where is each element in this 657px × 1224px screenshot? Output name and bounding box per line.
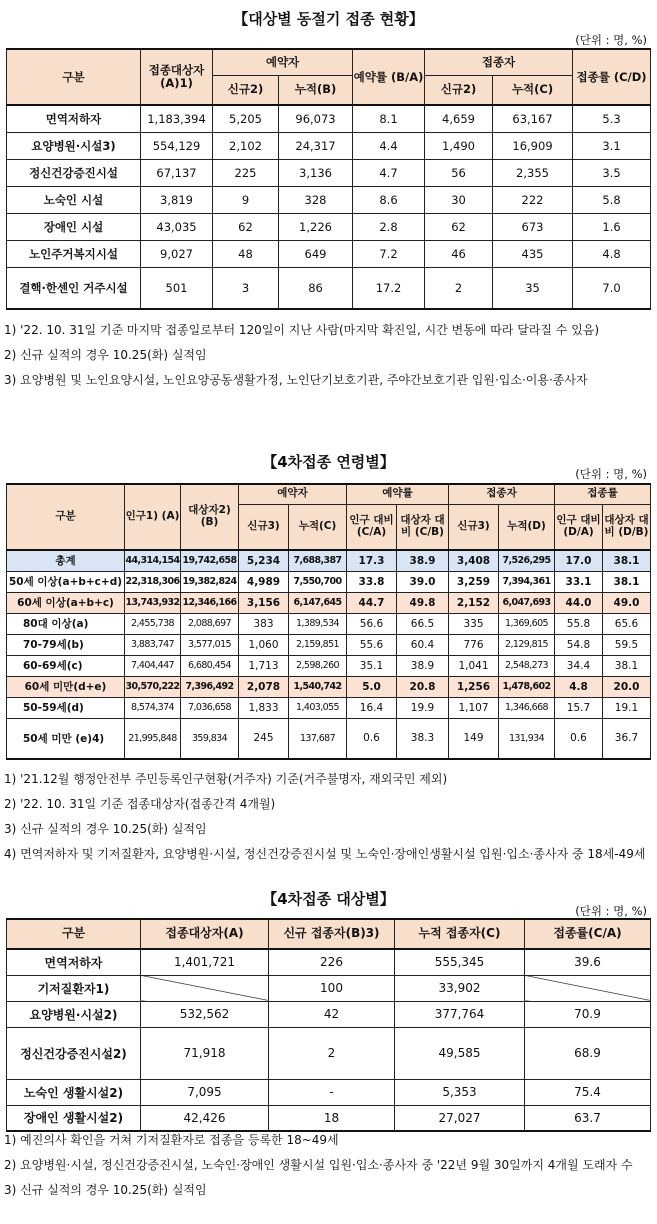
cell-target: 2,088,697 [181, 613, 239, 634]
cell-r: 7.2 [353, 240, 425, 267]
cell-n: 1,833 [239, 697, 289, 718]
t2-header-target: 대상자2) (B) [181, 484, 239, 550]
cell-n: 225 [213, 159, 279, 186]
cell-r1: 16.4 [347, 697, 397, 718]
table-row [7, 975, 651, 1001]
cell-r3: 0.6 [555, 718, 603, 759]
cell-r2: 66.5 [397, 613, 449, 634]
t2-note-2: 2) '22. 10. 31일 기준 접종대상자(접종간격 4개월) [4, 797, 276, 811]
cell-target: 359,834 [181, 718, 239, 759]
cell-a: 1,183,394 [141, 105, 213, 132]
table3 [6, 918, 651, 1132]
cell-n: 5,234 [239, 550, 289, 571]
table1-unit: (단위 : 명, %) [575, 33, 647, 47]
cell-d: 1,346,668 [499, 697, 555, 718]
cell-target: 42,426 [141, 1105, 269, 1131]
cell-n: 3,156 [239, 592, 289, 613]
cell-pop: 21,995,848 [125, 718, 181, 759]
t1-header-new: 신규2) [213, 75, 279, 105]
cell-r3: 4.8 [555, 676, 603, 697]
cell-target: 1,401,721 [141, 949, 269, 975]
cell-r1: 17.3 [347, 550, 397, 571]
cell-d: 6,047,693 [499, 592, 555, 613]
row-label: 면역저하자 [7, 105, 141, 132]
cell-r2: 5.3 [573, 105, 651, 132]
cell-n: 3 [213, 267, 279, 309]
cell-n2: 4,659 [425, 105, 493, 132]
cell-a: 554,129 [141, 132, 213, 159]
cell-n2: 1,041 [449, 655, 499, 676]
t2-header-vacc-rate: 접종률 [555, 484, 651, 504]
cell-c: 7,550,700 [289, 571, 347, 592]
t3-header-rate: 접종률(C/A) [525, 919, 651, 949]
t2-header-ratio-cb: 대상자 대비 (C/B) [397, 504, 449, 550]
t3-header-new: 신규 접종자(B)3) [269, 919, 395, 949]
cell-d: 7,394,361 [499, 571, 555, 592]
cell-target: 19,742,658 [181, 550, 239, 571]
cell-target: 7,036,658 [181, 697, 239, 718]
cell-c: 435 [493, 240, 573, 267]
cell-target: 71,918 [141, 1027, 269, 1079]
cell-n2: 62 [425, 213, 493, 240]
cell-rate [525, 975, 651, 1001]
cell-a: 9,027 [141, 240, 213, 267]
cell-r4: 19.1 [603, 697, 651, 718]
t2-note-1: 1) '21.12월 행정안전부 주민등록인구현황(거주자) 기준(거주불명자, 재외국민 제외) [4, 772, 448, 786]
cell-r3: 17.0 [555, 550, 603, 571]
table-row [7, 186, 651, 213]
t1-note-1: 1) '22. 10. 31일 기준 마지막 접종일로부터 120일이 지난 사람(마지막 확진일, 시간 변동에 따라 달라질 수 있음) [4, 323, 600, 337]
table-row [7, 634, 651, 655]
row-label: 50세 미만 (e)4) [7, 718, 125, 759]
t3-note-1: 1) 예진의사 확인을 거쳐 기저질환자로 접종을 등록한 18~49세 [4, 1133, 339, 1147]
cell-r: 2.8 [353, 213, 425, 240]
cell-r1: 55.6 [347, 634, 397, 655]
cell-d: 1,478,602 [499, 676, 555, 697]
t1-header-cum-c: 누적(C) [493, 75, 573, 105]
cell-b: 86 [279, 267, 353, 309]
table-row [7, 655, 651, 676]
table-row [7, 592, 651, 613]
cell-r2: 7.0 [573, 267, 651, 309]
cell-c: 673 [493, 213, 573, 240]
cell-c: 2,355 [493, 159, 573, 186]
cell-r2: 5.8 [573, 186, 651, 213]
table-row [7, 718, 651, 759]
cell-rate: 63.7 [525, 1105, 651, 1131]
table-row [7, 1001, 651, 1027]
cell-cum: 49,585 [395, 1027, 525, 1079]
cell-r: 8.6 [353, 186, 425, 213]
row-label: 50-59세(d) [7, 697, 125, 718]
cell-n: 48 [213, 240, 279, 267]
row-label: 정신건강증진시설2) [7, 1027, 141, 1079]
cell-d: 2,548,273 [499, 655, 555, 676]
cell-c: 2,159,851 [289, 634, 347, 655]
cell-r: 8.1 [353, 105, 425, 132]
cell-a: 67,137 [141, 159, 213, 186]
cell-n2: 776 [449, 634, 499, 655]
t2-header-resv-rate: 예약률 [347, 484, 449, 504]
table-row [7, 213, 651, 240]
cell-c: 222 [493, 186, 573, 213]
cell-n2: 335 [449, 613, 499, 634]
cell-c: 1,389,534 [289, 613, 347, 634]
table-row [7, 105, 651, 132]
cell-d: 131,934 [499, 718, 555, 759]
cell-target: 19,382,824 [181, 571, 239, 592]
cell-rate: 70.9 [525, 1001, 651, 1027]
table2-notes [4, 767, 654, 867]
cell-n: 9 [213, 186, 279, 213]
cell-r2: 49.8 [397, 592, 449, 613]
t2-header-cum-c: 누적(C) [289, 504, 347, 550]
table-row [7, 132, 651, 159]
row-label: 노숙인 시설 [7, 186, 141, 213]
cell-a: 43,035 [141, 213, 213, 240]
cell-n: 62 [213, 213, 279, 240]
cell-c: 137,687 [289, 718, 347, 759]
table2-title: 【4차접종 연령별】 [262, 453, 395, 471]
cell-r4: 38.1 [603, 550, 651, 571]
cell-r2: 1.6 [573, 213, 651, 240]
cell-new: 42 [269, 1001, 395, 1027]
cell-n: 383 [239, 613, 289, 634]
row-label: 요양병원·시설3) [7, 132, 141, 159]
cell-n2: 46 [425, 240, 493, 267]
cell-r4: 36.7 [603, 718, 651, 759]
cell-r3: 34.4 [555, 655, 603, 676]
cell-pop: 13,743,932 [125, 592, 181, 613]
t2-header-ratio-da: 인구 대비 (D/A) [555, 504, 603, 550]
t1-note-2: 2) 신규 실적의 경우 10.25(화) 실적임 [4, 348, 207, 362]
table2 [6, 483, 651, 760]
cell-d: 7,526,295 [499, 550, 555, 571]
cell-r2: 3.1 [573, 132, 651, 159]
cell-n: 2,102 [213, 132, 279, 159]
row-label: 70-79세(b) [7, 634, 125, 655]
t1-header-target: 접종대상자 (A)1) [141, 49, 213, 105]
cell-new: 226 [269, 949, 395, 975]
t1-header-vacc: 접종자 [425, 49, 573, 75]
cell-rate: 39.6 [525, 949, 651, 975]
cell-a: 3,819 [141, 186, 213, 213]
cell-target: 12,346,166 [181, 592, 239, 613]
cell-n2: 1,490 [425, 132, 493, 159]
t2-header-new2: 신규3) [449, 504, 499, 550]
cell-r1: 44.7 [347, 592, 397, 613]
table3-notes [4, 1128, 654, 1203]
cell-r2: 3.5 [573, 159, 651, 186]
cell-r4: 59.5 [603, 634, 651, 655]
cell-c: 1,403,055 [289, 697, 347, 718]
table1-title: 【대상별 동절기 접종 현황】 [233, 10, 424, 28]
table-row [7, 1027, 651, 1079]
row-label: 60-69세(c) [7, 655, 125, 676]
cell-target [141, 975, 269, 1001]
table-row [7, 240, 651, 267]
cell-n: 1,060 [239, 634, 289, 655]
t3-header-target: 접종대상자(A) [141, 919, 269, 949]
cell-r2: 20.8 [397, 676, 449, 697]
table-row [7, 697, 651, 718]
cell-c: 1,540,742 [289, 676, 347, 697]
cell-r4: 49.0 [603, 592, 651, 613]
cell-r2: 60.4 [397, 634, 449, 655]
cell-target: 532,562 [141, 1001, 269, 1027]
cell-pop: 3,883,747 [125, 634, 181, 655]
cell-n2: 30 [425, 186, 493, 213]
cell-r2: 19.9 [397, 697, 449, 718]
t1-header-gubun: 구분 [7, 49, 141, 105]
cell-n: 1,713 [239, 655, 289, 676]
cell-n: 2,078 [239, 676, 289, 697]
cell-target: 7,396,492 [181, 676, 239, 697]
table3-title: 【4차접종 대상별】 [262, 890, 395, 908]
cell-target: 7,095 [141, 1079, 269, 1105]
cell-n2: 2,152 [449, 592, 499, 613]
cell-cum: 377,764 [395, 1001, 525, 1027]
row-label: 노인주거복지시설 [7, 240, 141, 267]
row-label: 60세 이상(a+b+c) [7, 592, 125, 613]
t3-note-2: 2) 요양병원·시설, 정신건강증진시설, 노숙인·장애인 생활시설 입원·입소·종사자 중 '22년 9월 30일까지 4개월 도래자 수 [4, 1158, 633, 1172]
cell-r3: 44.0 [555, 592, 603, 613]
cell-new: 100 [269, 975, 395, 1001]
t2-note-4: 4) 면역저하자 및 기저질환자, 요양병원·시설, 정신건강증진시설 및 노숙인·장애인생활시설 입원·입소·종사자 중 18세-49세 [4, 847, 646, 861]
cell-c: 2,598,260 [289, 655, 347, 676]
cell-n2: 1,256 [449, 676, 499, 697]
row-label: 80대 이상(a) [7, 613, 125, 634]
table3-unit: (단위 : 명, %) [575, 904, 647, 918]
cell-c: 7,688,387 [289, 550, 347, 571]
t2-header-ratio-ca: 인구 대비 (C/A) [347, 504, 397, 550]
row-label: 면역저하자 [7, 949, 141, 975]
t1-header-resv: 예약자 [213, 49, 353, 75]
row-label: 총계 [7, 550, 125, 571]
cell-r2: 39.0 [397, 571, 449, 592]
row-label: 노숙인 생활시설2) [7, 1079, 141, 1105]
cell-r4: 65.6 [603, 613, 651, 634]
cell-r: 17.2 [353, 267, 425, 309]
cell-n2: 3,259 [449, 571, 499, 592]
cell-n: 5,205 [213, 105, 279, 132]
cell-rate: 68.9 [525, 1027, 651, 1079]
cell-r1: 56.6 [347, 613, 397, 634]
cell-b: 96,073 [279, 105, 353, 132]
cell-b: 24,317 [279, 132, 353, 159]
t2-header-ratio-db: 대상자 대비 (D/B) [603, 504, 651, 550]
cell-pop: 30,570,222 [125, 676, 181, 697]
t2-header-cum-d: 누적(D) [499, 504, 555, 550]
cell-r1: 33.8 [347, 571, 397, 592]
cell-b: 328 [279, 186, 353, 213]
cell-n2: 1,107 [449, 697, 499, 718]
cell-new: 2 [269, 1027, 395, 1079]
cell-target: 3,577,015 [181, 634, 239, 655]
table1-notes [4, 318, 654, 393]
cell-pop: 8,574,374 [125, 697, 181, 718]
cell-c: 35 [493, 267, 573, 309]
row-label: 기저질환자1) [7, 975, 141, 1001]
table1 [6, 48, 651, 310]
t3-note-3: 3) 신규 실적의 경우 10.25(화) 실적임 [4, 1183, 207, 1197]
cell-r3: 55.8 [555, 613, 603, 634]
table2-unit: (단위 : 명, %) [575, 467, 647, 481]
t1-header-new2: 신규2) [425, 75, 493, 105]
row-label: 50세 이상(a+b+c+d) [7, 571, 125, 592]
table-row [7, 949, 651, 975]
t2-note-3: 3) 신규 실적의 경우 10.25(화) 실적임 [4, 822, 207, 836]
cell-new: 18 [269, 1105, 395, 1131]
cell-r2: 38.3 [397, 718, 449, 759]
cell-r4: 38.1 [603, 571, 651, 592]
cell-n: 245 [239, 718, 289, 759]
cell-r2: 4.8 [573, 240, 651, 267]
cell-rate: 75.4 [525, 1079, 651, 1105]
t1-note-3: 3) 요양병원 및 노인요양시설, 노인요양공동생활가정, 노인단기보호기관, 주야간보호기관 입원·입소·이용·종사자 [4, 373, 588, 387]
table-row [7, 571, 651, 592]
t2-header-vacc: 접종자 [449, 484, 555, 504]
row-label: 결핵·한센인 거주시설 [7, 267, 141, 309]
row-label: 정신건강증진시설 [7, 159, 141, 186]
t2-header-pop: 인구1) (A) [125, 484, 181, 550]
cell-r4: 38.1 [603, 655, 651, 676]
cell-r: 4.7 [353, 159, 425, 186]
cell-r2: 38.9 [397, 655, 449, 676]
cell-r1: 5.0 [347, 676, 397, 697]
cell-target: 6,680,454 [181, 655, 239, 676]
cell-c: 6,147,645 [289, 592, 347, 613]
cell-cum: 33,902 [395, 975, 525, 1001]
cell-d: 1,369,605 [499, 613, 555, 634]
table-row [7, 1079, 651, 1105]
cell-r: 4.4 [353, 132, 425, 159]
cell-pop: 7,404,447 [125, 655, 181, 676]
cell-b: 3,136 [279, 159, 353, 186]
cell-pop: 44,314,154 [125, 550, 181, 571]
cell-r3: 15.7 [555, 697, 603, 718]
row-label: 60세 미만(d+e) [7, 676, 125, 697]
cell-b: 1,226 [279, 213, 353, 240]
t2-header-gubun: 구분 [7, 484, 125, 550]
cell-r3: 54.8 [555, 634, 603, 655]
table-row [7, 676, 651, 697]
cell-r1: 0.6 [347, 718, 397, 759]
cell-cum: 27,027 [395, 1105, 525, 1131]
t1-header-resv-rate: 예약률 (B/A) [353, 49, 425, 105]
cell-r3: 33.1 [555, 571, 603, 592]
cell-r1: 35.1 [347, 655, 397, 676]
t2-header-new: 신규3) [239, 504, 289, 550]
cell-n: 4,989 [239, 571, 289, 592]
cell-n2: 3,408 [449, 550, 499, 571]
cell-n2: 56 [425, 159, 493, 186]
cell-n2: 149 [449, 718, 499, 759]
row-label: 장애인 생활시설2) [7, 1105, 141, 1131]
row-label: 요양병원·시설2) [7, 1001, 141, 1027]
table-row [7, 613, 651, 634]
t3-header-gubun: 구분 [7, 919, 141, 949]
t2-header-resv: 예약자 [239, 484, 347, 504]
t3-header-cum: 누적 접종자(C) [395, 919, 525, 949]
table-row [7, 550, 651, 571]
table-row [7, 267, 651, 309]
cell-pop: 22,318,306 [125, 571, 181, 592]
cell-b: 649 [279, 240, 353, 267]
cell-cum: 555,345 [395, 949, 525, 975]
cell-c: 63,167 [493, 105, 573, 132]
cell-pop: 2,455,738 [125, 613, 181, 634]
t1-header-cum-b: 누적(B) [279, 75, 353, 105]
cell-a: 501 [141, 267, 213, 309]
table-row [7, 159, 651, 186]
cell-c: 16,909 [493, 132, 573, 159]
cell-r2: 38.9 [397, 550, 449, 571]
cell-r4: 20.0 [603, 676, 651, 697]
cell-new: - [269, 1079, 395, 1105]
t1-header-vacc-rate: 접종률 (C/D) [573, 49, 651, 105]
row-label: 장애인 시설 [7, 213, 141, 240]
cell-d: 2,129,815 [499, 634, 555, 655]
cell-cum: 5,353 [395, 1079, 525, 1105]
cell-n2: 2 [425, 267, 493, 309]
